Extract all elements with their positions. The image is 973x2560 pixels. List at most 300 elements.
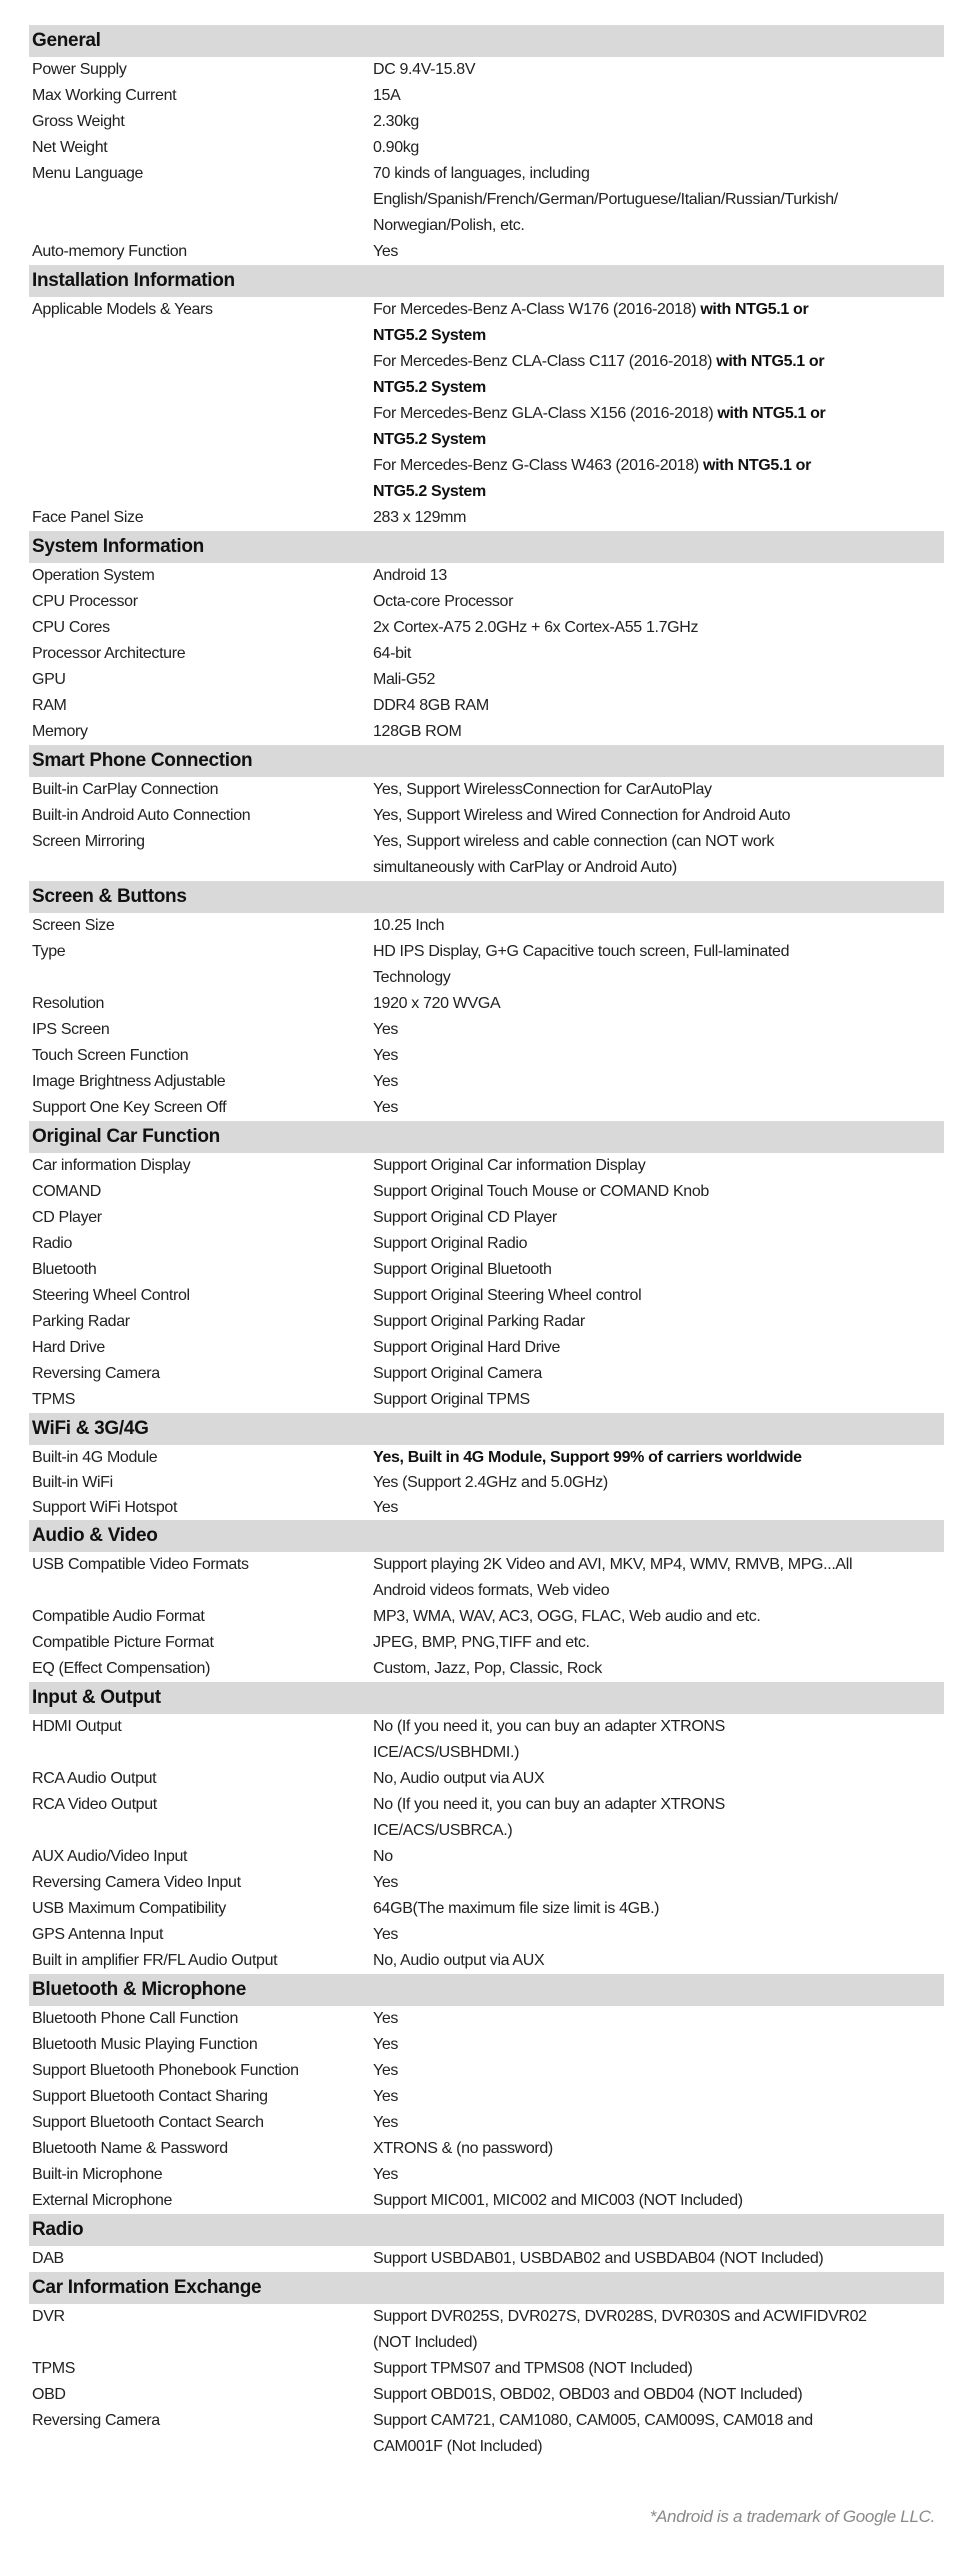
spec-label: Reversing Camera	[32, 1365, 160, 1382]
spec-label: Bluetooth Music Playing Function	[32, 2036, 258, 2053]
spec-value	[373, 1766, 944, 1792]
text: 64-bit	[373, 645, 411, 662]
spec-label: Type	[32, 943, 66, 960]
spec-value-line	[373, 563, 944, 589]
spec-value	[373, 1095, 944, 1121]
spec-label: Screen Size	[32, 917, 115, 934]
spec-value	[373, 1792, 944, 1844]
text: Support playing 2K Video and AVI, MKV, MP4, WMV, RMVB, MPG...All	[373, 1556, 853, 1573]
spec-label: Support Bluetooth Contact Sharing	[32, 2088, 268, 2105]
spec-label: Compatible Audio Format	[32, 1608, 205, 1625]
spec-label: Touch Screen Function	[32, 1047, 189, 1064]
spec-label: Hard Drive	[32, 1339, 105, 1356]
spec-value	[373, 693, 944, 719]
spec-row	[29, 913, 944, 939]
spec-value	[373, 1205, 944, 1231]
text: Yes	[373, 2114, 399, 2131]
spec-row	[29, 2188, 944, 2214]
spec-row	[29, 829, 944, 881]
text: MP3, WMA, WAV, AC3, OGG, FLAC, Web audio and etc.	[373, 1608, 761, 1625]
spec-label: Support One Key Screen Off	[32, 1099, 227, 1116]
spec-row	[29, 2304, 944, 2356]
spec-label: Steering Wheel Control	[32, 1287, 190, 1304]
section-header: Radio	[29, 2214, 944, 2246]
text: Support Original Touch Mouse or COMAND Knob	[373, 1183, 709, 1200]
spec-label: EQ (Effect Compensation)	[32, 1660, 211, 1677]
spec-value	[373, 1470, 944, 1495]
bold-text: with NTG5.1 or	[702, 457, 811, 474]
spec-value	[373, 83, 944, 109]
spec-label: RAM	[32, 697, 67, 714]
spec-value	[373, 239, 944, 265]
text: HD IPS Display, G+G Capacitive touch screen, Full-laminated	[373, 943, 790, 960]
spec-value-line	[373, 401, 944, 427]
spec-row	[29, 109, 944, 135]
spec-row	[29, 135, 944, 161]
section-wifi-and-3g-4g	[29, 1413, 944, 1520]
spec-row	[29, 1896, 944, 1922]
spec-value	[373, 1495, 944, 1520]
spec-label: Compatible Picture Format	[32, 1634, 214, 1651]
spec-value	[373, 1948, 944, 1974]
spec-label: GPU	[32, 671, 66, 688]
spec-value	[373, 135, 944, 161]
text: Support Original Steering Wheel control	[373, 1287, 642, 1304]
spec-value	[373, 2162, 944, 2188]
spec-row	[29, 563, 944, 589]
spec-value	[373, 1335, 944, 1361]
section-radio	[29, 2214, 944, 2272]
spec-value-line	[373, 135, 944, 161]
text: 10.25 Inch	[373, 917, 445, 934]
spec-value	[373, 297, 944, 505]
section-input-and-output	[29, 1682, 944, 1974]
section-header: WiFi & 3G/4G	[29, 1413, 944, 1445]
spec-label: Support Bluetooth Phonebook Function	[32, 2062, 299, 2079]
spec-value-line	[373, 505, 944, 531]
spec-value-line	[373, 2246, 944, 2272]
spec-row	[29, 1283, 944, 1309]
spec-value-line	[373, 57, 944, 83]
spec-value-line	[373, 2136, 944, 2162]
spec-row	[29, 1604, 944, 1630]
spec-value-line	[373, 693, 944, 719]
spec-value	[373, 109, 944, 135]
bold-text: with NTG5.1 or	[700, 301, 809, 318]
spec-label: HDMI Output	[32, 1718, 122, 1735]
text: Octa-core Processor	[373, 593, 514, 610]
spec-value	[373, 1153, 944, 1179]
spec-value-line	[373, 2330, 944, 2356]
spec-row	[29, 2356, 944, 2382]
spec-value	[373, 719, 944, 745]
spec-row	[29, 2408, 944, 2460]
spec-value	[373, 829, 944, 881]
section-header: Audio & Video	[29, 1520, 944, 1552]
spec-label: Built-in Microphone	[32, 2166, 163, 2183]
spec-row	[29, 589, 944, 615]
spec-row	[29, 1656, 944, 1682]
text: No, Audio output via AUX	[373, 1770, 545, 1787]
spec-value	[373, 2032, 944, 2058]
text: For Mercedes-Benz GLA-Class X156 (2016-2018)	[373, 405, 718, 422]
text: 64GB(The maximum file size limit is 4GB.)	[373, 1900, 660, 1917]
spec-value-line	[373, 1179, 944, 1205]
spec-label: Processor Architecture	[32, 645, 186, 662]
section-header: System Information	[29, 531, 944, 563]
spec-value-line	[373, 1896, 944, 1922]
spec-value-line	[373, 589, 944, 615]
spec-label: Operation System	[32, 567, 155, 584]
spec-label: Face Panel Size	[32, 509, 144, 526]
spec-value-line	[373, 719, 944, 745]
spec-value	[373, 1257, 944, 1283]
spec-table	[29, 25, 944, 2460]
spec-row	[29, 57, 944, 83]
text: Support Original Camera	[373, 1365, 542, 1382]
spec-row	[29, 161, 944, 239]
spec-value	[373, 1309, 944, 1335]
text: Support TPMS07 and TPMS08 (NOT Included)	[373, 2360, 693, 2377]
bold-text: with NTG5.1 or	[716, 353, 825, 370]
spec-row	[29, 1948, 944, 1974]
spec-value	[373, 2304, 944, 2356]
spec-label: RCA Video Output	[32, 1796, 157, 1813]
spec-label: Built-in 4G Module	[32, 1449, 158, 1466]
spec-value-line	[373, 1604, 944, 1630]
spec-value-line	[373, 427, 944, 453]
spec-value	[373, 1922, 944, 1948]
text: Support Original Hard Drive	[373, 1339, 561, 1356]
section-header: Installation Information	[29, 265, 944, 297]
text: Support Original Car information Display	[373, 1157, 646, 1174]
spec-value-line	[373, 1361, 944, 1387]
text: Support USBDAB01, USBDAB02 and USBDAB04 (NOT Included)	[373, 2250, 824, 2267]
spec-label: Built-in WiFi	[32, 1474, 113, 1491]
spec-value	[373, 1179, 944, 1205]
text: Yes	[373, 1047, 399, 1064]
text: Support Original Parking Radar	[373, 1313, 585, 1330]
text: Yes	[373, 2036, 399, 2053]
spec-row	[29, 939, 944, 991]
spec-value-line	[373, 213, 944, 239]
spec-value-line	[373, 1766, 944, 1792]
spec-value-line	[373, 2032, 944, 2058]
spec-row	[29, 83, 944, 109]
bold-text: with NTG5.1 or	[717, 405, 826, 422]
spec-row	[29, 1792, 944, 1844]
spec-row	[29, 1495, 944, 1520]
text: Android 13	[373, 567, 447, 584]
spec-value	[373, 1870, 944, 1896]
spec-value-line	[373, 1043, 944, 1069]
spec-value	[373, 2356, 944, 2382]
spec-value-line	[373, 803, 944, 829]
spec-label: Built-in CarPlay Connection	[32, 781, 219, 798]
spec-label: Parking Radar	[32, 1313, 130, 1330]
spec-label: Reversing Camera	[32, 2412, 160, 2429]
text: No (If you need it, you can buy an adapter XTRONS	[373, 1796, 725, 1813]
text: XTRONS & (no password)	[373, 2140, 553, 2157]
spec-value	[373, 777, 944, 803]
spec-value-line	[373, 1095, 944, 1121]
spec-value-line	[373, 2188, 944, 2214]
text: 1920 x 720 WVGA	[373, 995, 501, 1012]
spec-label: Bluetooth	[32, 1261, 97, 1278]
spec-value	[373, 1361, 944, 1387]
spec-value	[373, 1630, 944, 1656]
spec-value-line	[373, 2006, 944, 2032]
spec-label: USB Maximum Compatibility	[32, 1900, 226, 1917]
spec-value	[373, 1445, 944, 1470]
spec-label: Memory	[32, 723, 88, 740]
spec-value-line	[373, 965, 944, 991]
spec-row	[29, 1361, 944, 1387]
text: Support DVR025S, DVR027S, DVR028S, DVR030S and ACWIFIDVR02	[373, 2308, 867, 2325]
spec-value-line	[373, 161, 944, 187]
text: CAM001F (Not Included)	[373, 2438, 543, 2455]
spec-value-line	[373, 1470, 944, 1495]
spec-value	[373, 803, 944, 829]
spec-row	[29, 297, 944, 505]
spec-row	[29, 2136, 944, 2162]
spec-value	[373, 1283, 944, 1309]
spec-label: External Microphone	[32, 2192, 173, 2209]
bold-text: Yes, Built in 4G Module, Support 99% of carriers worldwide	[373, 1449, 802, 1466]
text: Support Original TPMS	[373, 1391, 530, 1408]
bold-text: NTG5.2 System	[373, 379, 486, 396]
spec-row	[29, 991, 944, 1017]
text: DDR4 8GB RAM	[373, 697, 489, 714]
spec-value-line	[373, 1870, 944, 1896]
spec-row	[29, 1205, 944, 1231]
section-original-car-function	[29, 1121, 944, 1413]
spec-value	[373, 161, 944, 239]
spec-row	[29, 1870, 944, 1896]
spec-label: GPS Antenna Input	[32, 1926, 164, 1943]
text: (NOT Included)	[373, 2334, 478, 2351]
trademark-note: *Android is a trademark of Google LLC.	[649, 2507, 935, 2526]
spec-value-line	[373, 2304, 944, 2330]
spec-row	[29, 2032, 944, 2058]
text: Support CAM721, CAM1080, CAM005, CAM009S, CAM018 and	[373, 2412, 813, 2429]
spec-row	[29, 777, 944, 803]
text: Yes	[373, 1926, 399, 1943]
spec-value-line	[373, 1792, 944, 1818]
spec-value	[373, 2188, 944, 2214]
spec-value-line	[373, 991, 944, 1017]
spec-label: Built-in Android Auto Connection	[32, 807, 251, 824]
spec-value	[373, 991, 944, 1017]
spec-value	[373, 1656, 944, 1682]
spec-value-line	[373, 109, 944, 135]
section-header: Original Car Function	[29, 1121, 944, 1153]
text: For Mercedes-Benz CLA-Class C117 (2016-2018)	[373, 353, 717, 370]
text: Support Original Radio	[373, 1235, 528, 1252]
spec-value-line	[373, 2408, 944, 2434]
spec-value	[373, 1069, 944, 1095]
spec-row	[29, 239, 944, 265]
spec-label: Applicable Models & Years	[32, 301, 213, 318]
spec-value	[373, 505, 944, 531]
spec-label: Reversing Camera Video Input	[32, 1874, 241, 1891]
spec-row	[29, 2246, 944, 2272]
text: Yes	[373, 1099, 399, 1116]
spec-value	[373, 1231, 944, 1257]
spec-row	[29, 1043, 944, 1069]
spec-value-line	[373, 2162, 944, 2188]
spec-label: CPU Processor	[32, 593, 138, 610]
text: English/Spanish/French/German/Portuguese/Italian/Russian/Turkish/	[373, 191, 838, 208]
section-header: General	[29, 25, 944, 57]
spec-value	[373, 2246, 944, 2272]
section-header: Bluetooth & Microphone	[29, 1974, 944, 2006]
spec-row	[29, 2162, 944, 2188]
spec-row	[29, 2058, 944, 2084]
bold-text: NTG5.2 System	[373, 327, 486, 344]
spec-value-line	[373, 297, 944, 323]
spec-row	[29, 1231, 944, 1257]
spec-value-line	[373, 1552, 944, 1578]
spec-value	[373, 2006, 944, 2032]
spec-value-line	[373, 187, 944, 213]
bold-text: NTG5.2 System	[373, 431, 486, 448]
text: 15A	[373, 87, 401, 104]
text: Yes	[373, 1874, 399, 1891]
text: Yes	[373, 243, 399, 260]
spec-value-line	[373, 349, 944, 375]
text: Yes	[373, 2166, 399, 2183]
text: Yes, Support WirelessConnection for CarAutoPlay	[373, 781, 712, 798]
text: Yes	[373, 1073, 399, 1090]
spec-value-line	[373, 1495, 944, 1520]
section-screen-and-buttons	[29, 881, 944, 1121]
text: 283 x 129mm	[373, 509, 467, 526]
spec-value-line	[373, 453, 944, 479]
text: For Mercedes-Benz A-Class W176 (2016-2018)	[373, 301, 701, 318]
spec-value-line	[373, 1656, 944, 1682]
spec-value-line	[373, 2382, 944, 2408]
spec-label: AUX Audio/Video Input	[32, 1848, 188, 1865]
spec-row	[29, 1069, 944, 1095]
spec-label: Max Working Current	[32, 87, 177, 104]
section-bluetooth-and-microphone	[29, 1974, 944, 2214]
spec-value-line	[373, 615, 944, 641]
spec-value-line	[373, 913, 944, 939]
text: No	[373, 1848, 393, 1865]
text: 70 kinds of languages, including	[373, 165, 590, 182]
section-smart-phone-connection	[29, 745, 944, 881]
spec-label: Built in amplifier FR/FL Audio Output	[32, 1952, 278, 1969]
spec-value	[373, 1714, 944, 1766]
section-header: Input & Output	[29, 1682, 944, 1714]
text: Norwegian/Polish, etc.	[373, 217, 525, 234]
spec-label: COMAND	[32, 1183, 102, 1200]
spec-label: USB Compatible Video Formats	[32, 1556, 249, 1573]
text: Yes, Support wireless and cable connection (can NOT work	[373, 833, 775, 850]
spec-value	[373, 913, 944, 939]
spec-value-line	[373, 1844, 944, 1870]
spec-value-line	[373, 1630, 944, 1656]
spec-value-line	[373, 1283, 944, 1309]
text: simultaneously with CarPlay or Android Auto)	[373, 859, 677, 876]
text: Support MIC001, MIC002 and MIC003 (NOT Included)	[373, 2192, 743, 2209]
text: ICE/ACS/USBRCA.)	[373, 1822, 513, 1839]
spec-label: Support WiFi Hotspot	[32, 1499, 178, 1516]
spec-value-line	[373, 479, 944, 505]
spec-row	[29, 1552, 944, 1604]
spec-value	[373, 1896, 944, 1922]
spec-value-line	[373, 1578, 944, 1604]
spec-row	[29, 803, 944, 829]
spec-row	[29, 2006, 944, 2032]
spec-value	[373, 1844, 944, 1870]
spec-value-line	[373, 83, 944, 109]
spec-value-line	[373, 1017, 944, 1043]
spec-label: DAB	[32, 2250, 64, 2267]
spec-row	[29, 693, 944, 719]
spec-label: TPMS	[32, 2360, 76, 2377]
spec-row	[29, 615, 944, 641]
text: 128GB ROM	[373, 723, 462, 740]
text: Support OBD01S, OBD02, OBD03 and OBD04 (NOT Included)	[373, 2386, 803, 2403]
spec-value-line	[373, 1153, 944, 1179]
text: 0.90kg	[373, 139, 419, 156]
spec-value	[373, 2110, 944, 2136]
spec-label: Image Brightness Adjustable	[32, 1073, 226, 1090]
spec-value-line	[373, 667, 944, 693]
spec-row	[29, 505, 944, 531]
spec-label: IPS Screen	[32, 1021, 110, 1038]
spec-value-line	[373, 1740, 944, 1766]
spec-row	[29, 1095, 944, 1121]
spec-value	[373, 615, 944, 641]
spec-label: Car information Display	[32, 1157, 191, 1174]
text: Mali-G52	[373, 671, 436, 688]
text: Technology	[373, 969, 451, 986]
spec-label: Bluetooth Name & Password	[32, 2140, 228, 2157]
spec-row	[29, 1017, 944, 1043]
text: Support Original Bluetooth	[373, 1261, 552, 1278]
spec-value-line	[373, 1335, 944, 1361]
spec-value	[373, 563, 944, 589]
spec-value	[373, 2136, 944, 2162]
spec-row	[29, 1445, 944, 1470]
text: ICE/ACS/USBHDMI.)	[373, 1744, 520, 1761]
spec-label: CD Player	[32, 1209, 102, 1226]
section-header: Screen & Buttons	[29, 881, 944, 913]
spec-row	[29, 1309, 944, 1335]
section-system-information	[29, 531, 944, 745]
spec-value-line	[373, 239, 944, 265]
spec-row	[29, 1257, 944, 1283]
spec-row	[29, 1153, 944, 1179]
spec-row	[29, 1844, 944, 1870]
section-header: Smart Phone Connection	[29, 745, 944, 777]
text: No (If you need it, you can buy an adapter XTRONS	[373, 1718, 725, 1735]
spec-row	[29, 1630, 944, 1656]
spec-row	[29, 2110, 944, 2136]
section-installation-information	[29, 265, 944, 531]
text: Yes	[373, 2088, 399, 2105]
spec-value	[373, 1552, 944, 1604]
spec-value	[373, 1604, 944, 1630]
spec-value-line	[373, 1714, 944, 1740]
spec-label: RCA Audio Output	[32, 1770, 157, 1787]
text: Yes, Support Wireless and Wired Connection for Android Auto	[373, 807, 791, 824]
spec-value	[373, 1017, 944, 1043]
spec-value-line	[373, 1205, 944, 1231]
